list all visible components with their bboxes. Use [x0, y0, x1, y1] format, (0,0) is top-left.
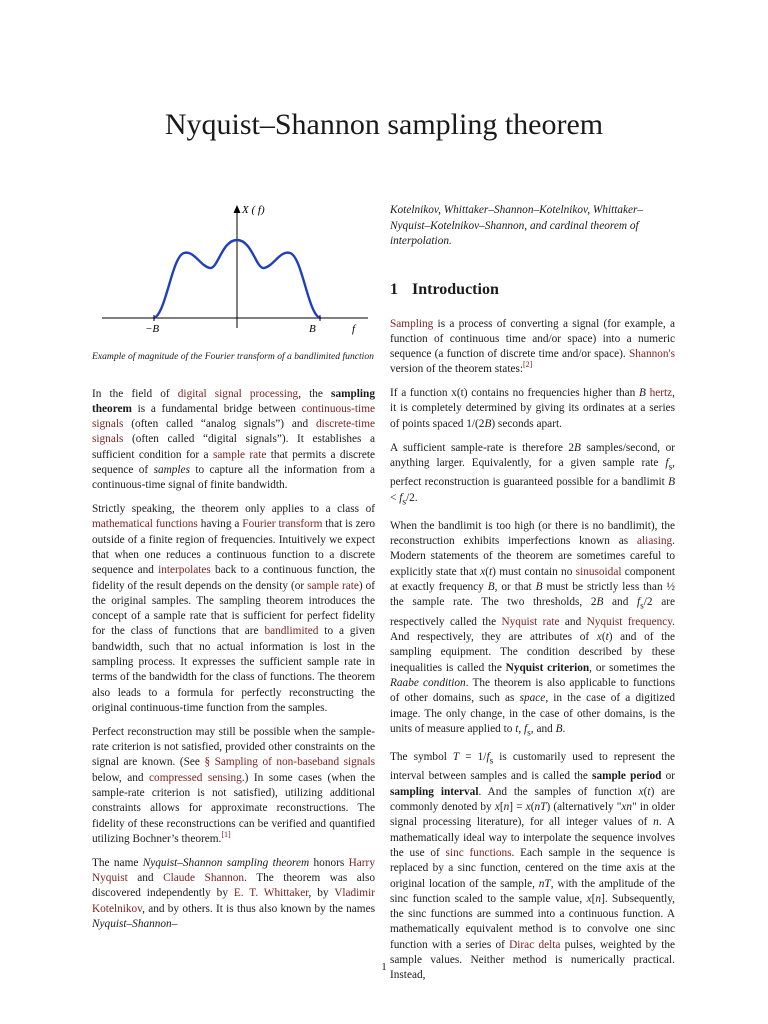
- figure-caption: Example of magnitude of the Fourier transform of a bandlimited function: [92, 351, 374, 362]
- link-interpolates[interactable]: interpolates: [158, 564, 211, 577]
- right-paragraph-3: A sufficient sample-rate is therefore 2B samples/second, or anything larger. Equivalently, for a given sample rate $f_s$, perfect reconstruction is guaranteed possible for a bandlimit $B < f_s/2$.: [390, 441, 675, 507]
- x-axis-label: f: [352, 323, 356, 335]
- fourier-magnitude-figure: [92, 196, 375, 346]
- left-paragraph-3: Perfect reconstruction may still be possible when the sample-rate criterion is not satisfied, provided other constraints on the signal are known. (See § Sampling of non-baseband signals below, and compressed sensing.) In some cases (when the sample-rate criterion is not satisfied), utilizing additional constraints allows for approximate reconstructions. The fidelity of these reconstructions can be verified and quantified utilizing Bochner’s theorem.[1]: [92, 725, 375, 845]
- link-et-whittaker[interactable]: E. T. Whittaker: [233, 887, 309, 900]
- link-compressed-sensing[interactable]: compressed sensing: [149, 771, 242, 784]
- y-axis-label: X ( f): [242, 204, 265, 216]
- link-sampling[interactable]: Sampling: [390, 317, 434, 330]
- left-paragraph-2: Strictly speaking, the theorem only applies to a class of mathematical functions having a Fourier transform that is zero outside of a finite region of frequencies. Intuitively we expect that when one reduces a continuous function to a discrete sequence and interpolates back to a continuous function, the fidelity of the result depends on the density (or sample rate) of the original samples. The sampling theorem introduces the concept of a sample rate that is sufficient for perfect fidelity for the class of functions that are bandlimited to a given bandwidth, such that no actual information is lost in the sampling process. It expresses the sufficient sample rate in terms of the bandwidth for the class of functions. The theorem also leads to a formula for perfectly reconstructing the original continuous-time function from the samples.: [92, 503, 376, 714]
- right-paragraph-4: When the bandlimit is too high (or there is no bandlimit), the reconstruction exhibits imperfections known as aliasing. Modern statements of the theorem are sometimes careful to explicitly state that x(t) must contain no sinusoidal component at exactly frequency B, or that B must be strictly less than ½ the sample rate. The two thresholds, 2B and $f_s/2$ are respectively called the Nyquist rate and Nyquist frequency. And respectively, they are attributes of x(t) and of the sampling equipment. The condition described by these inequalities is called the Nyquist criterion, or sometimes the Raabe condition. The theorem is also applicable to functions of other domains, such as space, in the case of a digitized image. The only change, in the case of other domains, is the units of measure applied to t, $f_s$, and B.: [390, 519, 676, 739]
- link-sinusoidal[interactable]: sinusoidal: [575, 565, 622, 578]
- tick-label-pos-b: B: [309, 323, 316, 335]
- axis-arrowhead: [234, 205, 241, 213]
- left-column: [92, 196, 375, 941]
- left-paragraph-1: In the field of digital signal processing, the sampling theorem is a fundamental bridge between continuous-time signals (often called “analog signals”) and discrete-time signals (often called “digital signals”). It establishes a sufficient condition for a sample rate that permits a discrete sequence of samples to capture all the information from a continuous-time signal of finite bandwidth.: [92, 387, 375, 492]
- link-aliasing[interactable]: aliasing: [637, 535, 673, 548]
- link-mathematical-functions[interactable]: mathematical functions: [92, 518, 198, 531]
- right-paragraph-2: If a function x(t) contains no frequencies higher than B hertz, it is completely determined by giving its ordinates at a series of points spaced 1/(2B) seconds apart.: [390, 387, 675, 430]
- link-continuous-time-signals[interactable]: continuous-time signals: [92, 402, 375, 431]
- link-non-baseband-signals[interactable]: § Sampling of non-baseband signals: [204, 756, 375, 769]
- right-paragraph-1: Sampling is a process of converting a signal (for example, a function of continuous time and/or space) into a numeric sequence (a function of discrete time and/or space). Shannon's version of the theorem states:[2]: [390, 317, 675, 376]
- link-digital-signal-processing[interactable]: digital signal processing: [177, 387, 299, 400]
- link-nyquist-frequency[interactable]: Nyquist frequency: [586, 615, 673, 628]
- link-nyquist-rate[interactable]: Nyquist rate: [501, 615, 560, 628]
- link-sample-rate[interactable]: sample rate: [213, 448, 267, 461]
- link-bandlimited[interactable]: bandlimited: [264, 625, 319, 638]
- link-claude-shannon[interactable]: Claude Shannon: [163, 871, 245, 884]
- page-number: 1: [381, 961, 387, 973]
- citation-1[interactable]: [1]: [221, 830, 231, 840]
- link-sinc-functions[interactable]: sinc functions: [445, 846, 512, 859]
- right-column: [390, 203, 675, 992]
- link-fourier-transform[interactable]: Fourier transform: [242, 518, 323, 531]
- link-shannons[interactable]: Shannon's: [629, 348, 675, 361]
- continued-names-text: Kotelnikov, Whittaker–Shannon–Kotelnikov, Whittaker–Nyquist–Kotelnikov–Shannon, and cardinal theorem of interpolation.: [390, 204, 644, 247]
- section-heading-introduction: 1 Introduction: [390, 280, 499, 298]
- left-paragraph-4: The name Nyquist–Shannon sampling theorem honors Harry Nyquist and Claude Shannon. The theorem was also discovered independently by E. T. Whittaker, by Vladimir Kotelnikov, and by others. It is thus also known by the names Nyquist–Shannon–: [92, 856, 375, 930]
- link-sample-rate-2[interactable]: sample rate: [307, 579, 359, 592]
- citation-2[interactable]: [2]: [523, 360, 533, 370]
- right-paragraph-5: The symbol $T = 1/f_s$ is customarily used to represent the interval between samples and is called the sample period or sampling interval. And the samples of function x(t) are commonly denoted by x[n] = x(nT) (alternatively "xn" in older signal processing literature), for all integer values of n. A mathematically ideal way to interpolate the sequence involves the use of sinc functions. Each sample in the sequence is replaced by a sinc function, centered on the time axis at the original location of the sample, nT, with the amplitude of the sinc function scaled to the sample value, x[n]. Subsequently, the sinc functions are summed into a continuous function. A mathematically equivalent method is to convolve one sinc function with a series of Dirac delta pulses, weighted by the sample values. Neither method is numerically practical. Instead,: [390, 750, 676, 982]
- page-title: Nyquist–Shannon sampling theorem: [164, 108, 604, 141]
- link-dirac-delta[interactable]: Dirac delta: [509, 938, 561, 951]
- link-vladimir-kotelnikov[interactable]: Vladimir Kotelnikov: [92, 887, 375, 915]
- link-harry-nyquist[interactable]: Harry Nyquist: [92, 856, 375, 884]
- link-hertz[interactable]: hertz: [649, 387, 673, 400]
- tick-label-neg-b: −B: [145, 323, 160, 335]
- link-discrete-time-signals[interactable]: discrete-time signals: [92, 418, 375, 446]
